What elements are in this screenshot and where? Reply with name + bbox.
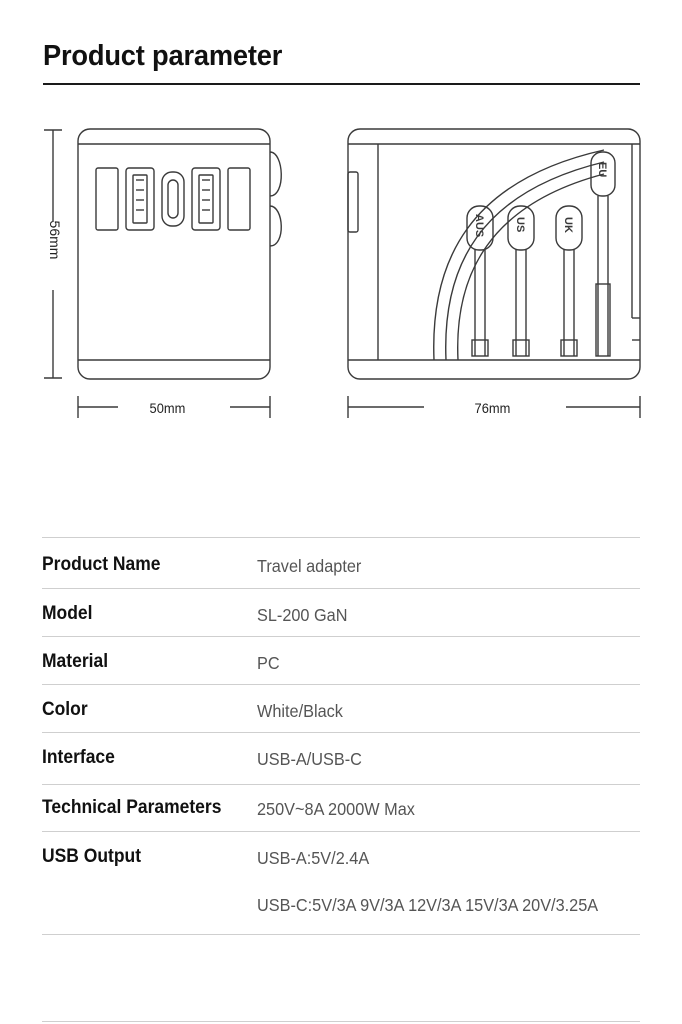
usb-c-port bbox=[162, 172, 184, 226]
spec-value: USB-A/USB-C bbox=[257, 749, 362, 769]
usb-a-port-left bbox=[126, 168, 154, 230]
eu-prong bbox=[591, 152, 615, 356]
spec-row bbox=[42, 588, 640, 636]
spec-label: Model bbox=[42, 603, 93, 624]
spec-value: Travel adapter bbox=[257, 556, 362, 576]
spec-row bbox=[42, 684, 640, 732]
bottom-divider bbox=[42, 1021, 640, 1022]
spec-label: USB Output bbox=[42, 846, 142, 867]
uk-label: UK bbox=[562, 217, 574, 233]
product-dimension-drawing bbox=[0, 0, 682, 440]
spec-row bbox=[42, 537, 640, 588]
spec-value: PC bbox=[257, 653, 280, 673]
height-dimension-label: 56mm bbox=[47, 220, 63, 260]
spec-label: Color bbox=[42, 699, 88, 720]
spec-table bbox=[42, 537, 640, 935]
spec-row bbox=[42, 831, 640, 935]
usb-a-port-right bbox=[192, 168, 220, 230]
front-indicator-right bbox=[228, 168, 250, 230]
spec-row bbox=[42, 784, 640, 831]
spec-value: White/Black bbox=[257, 701, 343, 721]
spec-value: 250V~8A 2000W Max bbox=[257, 799, 415, 819]
width-dimension-label: 50mm bbox=[149, 400, 186, 416]
spec-value-secondary: USB-C:5V/3A 9V/3A 12V/3A 15V/3A 20V/3.25A bbox=[257, 895, 599, 915]
spec-label: Product Name bbox=[42, 554, 161, 575]
adapter-front-view bbox=[78, 129, 281, 379]
aus-label: AUS bbox=[473, 214, 485, 238]
spec-row bbox=[42, 732, 640, 784]
spec-value: USB-A:5V/2.4A bbox=[257, 848, 370, 868]
spec-label: Interface bbox=[42, 747, 115, 768]
page-title: Product parameter bbox=[43, 40, 283, 72]
front-indicator-left bbox=[96, 168, 118, 230]
us-label: US bbox=[514, 217, 526, 233]
spec-label: Technical Parameters bbox=[42, 797, 222, 818]
length-dimension-label: 76mm bbox=[474, 400, 511, 416]
spec-label: Material bbox=[42, 651, 109, 672]
eu-label: EU bbox=[596, 162, 608, 178]
spec-row bbox=[42, 636, 640, 684]
spec-value: SL-200 GaN bbox=[257, 605, 348, 625]
